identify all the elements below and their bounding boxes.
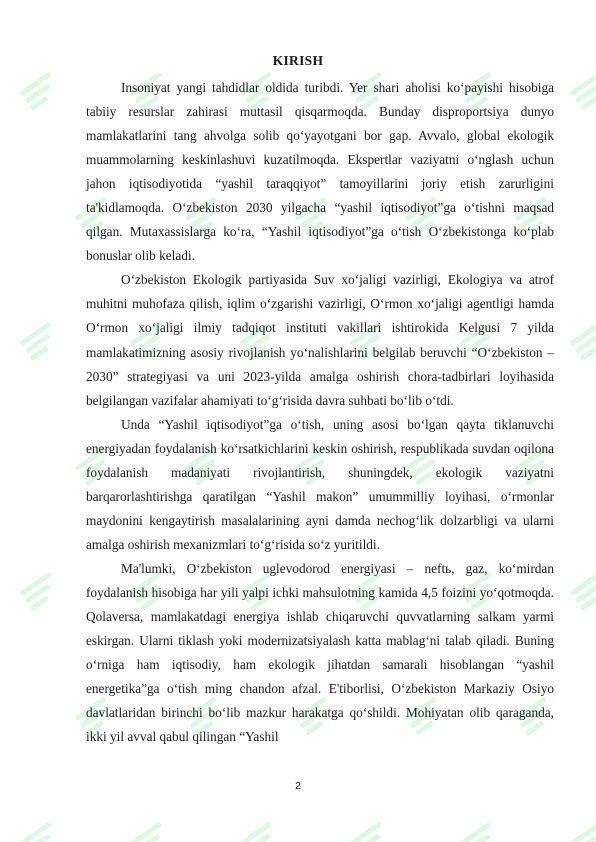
watermark-mark	[20, 571, 63, 610]
paragraph-energy: Ma'lumki, O‘zbekiston uglevodorod energiyasi – neftь, gaz, ko‘mirdan foydalanish hisobiga har yili yalpi ichki mahsulotning kamida 4,5 foizini yo‘qotmoqda. Qolaversa, mamlakatdagi energiya ishlab chiqaruvchi quvvatlarning salkam yarmi eskirgan. Ularni tiklash yoki modernizatsiyalash katta mablag‘ni talab qiladi. Buning o‘rniga ham iqtisodiy, ham ekologik jihatdan samarali hisoblangan “yashil energetika”ga o‘tish ming chandon afzal. E'tiborlisi, O‘zbekiston Markaziy Osiyo davlatlaridan birinchi bo‘lib mazkur harakatga qo‘shildi. Mohiyatan olib qaraganda, ikki yil avval qabul qilingan “Yashil	[86, 560, 554, 745]
paragraph-roundtable: O‘zbekiston Ekologik partiyasida Suv xo‘jaligi vazirligi, Ekologiya va atrof muhitni muhofaza qilish, iqlim o‘zgarishi vazirligi, O‘rmon xo‘jaligi agentligi hamda O‘rmon xo‘jaligi ilmiy tadqiqot instituti vakillari ishtirokida Kelgusi 7 yilda mamlakatimizning asosiy rivojlanish yo‘nalishlarini belgilab beruvchi “O‘zbekiston – 2030” strategiyasi va uni 2023-yilda amalga oshirish chora-tadbirlari loyihasida belgilangan vazifalar ahamiyati to‘g‘risida davra suhbati bo‘lib o‘tdi.	[86, 272, 554, 408]
watermark-mark	[460, 821, 503, 842]
watermark-mark	[570, 571, 596, 610]
watermark-mark	[130, 821, 173, 842]
watermark-mark	[20, 71, 63, 110]
page-number: 2	[295, 780, 301, 792]
document-body	[86, 76, 554, 749]
watermark-mark	[240, 821, 283, 842]
watermark-mark	[20, 321, 63, 360]
watermark-mark	[350, 821, 393, 842]
watermark-mark	[570, 821, 596, 842]
paragraph-intro: Insoniyat yangi tahdidlar oldida turibdi. Yer shari aholisi ko‘payishi hisobiga tabiiy resurslar zahirasi muttasil qisqarmoqda. Bunday disproportsiya dunyo mamlakatlarini tang ahvolga solib qo‘yayotgani bor gap. Avvalo, global ekologik muammolarning keskinlashuvi kuzatilmoqda. Ekspertlar vaziyatni o‘nglash uchun jahon iqtisodiyotida “yashil taraqqiyot” tamoyillarini joriy etish zarurligini ta'kidlamoqda. O‘zbekiston 2030 yilgacha “yashil iqtisodiyot”ga o‘tishni maqsad qilgan. Mutaxassislarga ko‘ra, “Yashil iqtisodiyot”ga o‘tish O‘zbekistonga ko‘plab bonuslar olib keladi.	[86, 80, 554, 264]
watermark-mark	[570, 321, 596, 360]
watermark-mark	[570, 71, 596, 110]
page-title: KIRISH	[272, 53, 324, 68]
watermark-mark	[20, 821, 63, 842]
paragraph-green-economy: Unda “Yashil iqtisodiyot”ga o‘tish, uning asosi bo‘lgan qayta tiklanuvchi energiyadan foydalanish ko‘rsatkichlarini keskin oshirish, respublikada suvdan oqilona foydalanish madaniyati rivojlantirish, shuningdek, ekologik vaziyatni barqarorlashtirishga qaratilgan “Yashil makon” umummilliy loyihasi, o‘rmonlar maydonini kengaytirish masalalarining ayni damda nechog‘lik dolzarbligi va ularni amalga oshirish mexanizmlari to‘g‘risida so‘z yuritildi.	[86, 416, 554, 552]
